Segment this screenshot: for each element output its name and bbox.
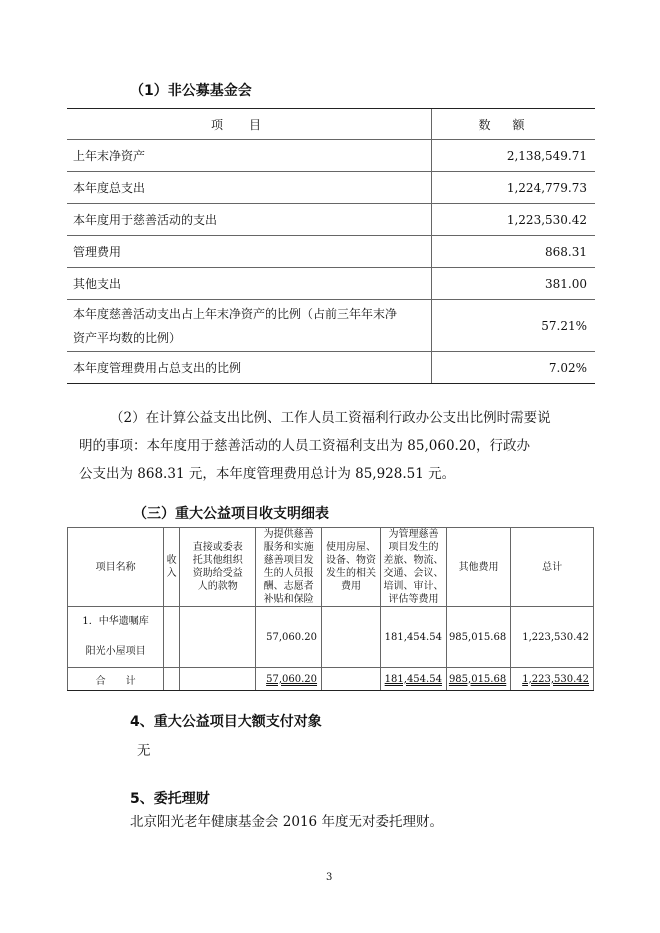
row-label: 其他支出: [67, 268, 432, 300]
header-total: 总计: [511, 528, 594, 607]
table-header-row: [67, 109, 595, 140]
note2-line3: 公支出为 868.31 元，本年度管理费用总计为 85,928.51 元。: [79, 466, 456, 482]
header-amount: 数额: [432, 109, 596, 140]
row-value: 381.00: [432, 268, 596, 300]
header-staff: 为提供慈善 服务和实施 慈善项目发 生的人员报 酬、志愿者 补贴和保险: [256, 528, 322, 607]
row-value: 1,223,530.42: [432, 204, 596, 236]
row-value: 1,224,779.73: [432, 172, 596, 204]
total-mgmt: 181,454.54: [384, 673, 442, 685]
table-row: [67, 352, 595, 384]
header-item: 项目: [67, 109, 432, 140]
total-staff: 57,060.20: [266, 673, 318, 685]
header-mgmt: 为管理慈善 项目发生的 差旅、物流、 交通、会议、 培训、审计、 评估等费用: [381, 528, 447, 607]
project-name: 1．中华遗嘱库 阳光小屋项目: [68, 607, 164, 668]
note2-line2: 明的事项：本年度用于慈善活动的人员工资福利支出为 85,060.20，行政办: [79, 438, 530, 454]
header-direct: 直接或委表 托其他组织 资助给受益 人的款物: [180, 528, 256, 607]
page-number: 3: [326, 872, 333, 883]
total-total: 1,223,530.42: [522, 673, 589, 685]
section3-heading: （三）重大公益项目收支明细表: [133, 506, 329, 522]
project-detail-table: [67, 527, 594, 691]
section5-text: 北京阳光老年健康基金会 2016 年度无对委托理财。: [130, 814, 443, 830]
cell-total: 1,223,530.42: [511, 607, 594, 668]
table-row: [68, 607, 594, 668]
row-label: [67, 300, 432, 352]
table-header-row: [68, 528, 594, 607]
row-label: 本年度总支出: [67, 172, 432, 204]
table-row: [67, 204, 595, 236]
section4-text: 无: [137, 743, 151, 759]
total-other: 985,015.68: [448, 673, 507, 685]
row-label-line: 资产平均数的比例）: [73, 330, 182, 345]
note2-line1: （2）在计算公益支出比例、工作人员工资福利行政办公支出比例时需要说: [110, 410, 551, 426]
header-income: 收 入: [164, 528, 180, 607]
row-value: 2,138,549.71: [432, 140, 596, 172]
row-value: 7.02%: [432, 352, 596, 384]
cell-mgmt: 181,454.54: [381, 607, 447, 668]
header-name: 项目名称: [68, 528, 164, 607]
section1-heading: （1）非公募基金会: [130, 83, 252, 99]
section4-heading: 4、重大公益项目大额支付对象: [130, 714, 322, 730]
section5-heading: 5、委托理财: [130, 791, 210, 807]
table-row: [67, 172, 595, 204]
row-label: 本年度用于慈善活动的支出: [67, 204, 432, 236]
row-label: 本年度管理费用占总支出的比例: [67, 352, 432, 384]
table-row: [67, 140, 595, 172]
cell-direct: [180, 607, 256, 668]
cell-property: [322, 607, 381, 668]
row-label: 上年末净资产: [67, 140, 432, 172]
cell-other: 985,015.68: [446, 607, 510, 668]
row-value: 868.31: [432, 236, 596, 268]
row-value: 57.21%: [432, 300, 596, 352]
table-row: [67, 236, 595, 268]
table-row: [67, 300, 595, 352]
total-row: [68, 668, 594, 691]
total-label: 合 计: [68, 668, 164, 691]
header-property: 使用房屋、 设备、物资 发生的相关 费用: [322, 528, 381, 607]
cell-staff: 57,060.20: [256, 607, 322, 668]
row-label: 管理费用: [67, 236, 432, 268]
row-label-line: 本年度慈善活动支出占上年末净资产的比例（占前三年年末净: [73, 306, 398, 321]
header-other: 其他费用: [446, 528, 510, 607]
table-row: [67, 268, 595, 300]
cell-income: [164, 607, 180, 668]
net-assets-table: [67, 108, 595, 384]
